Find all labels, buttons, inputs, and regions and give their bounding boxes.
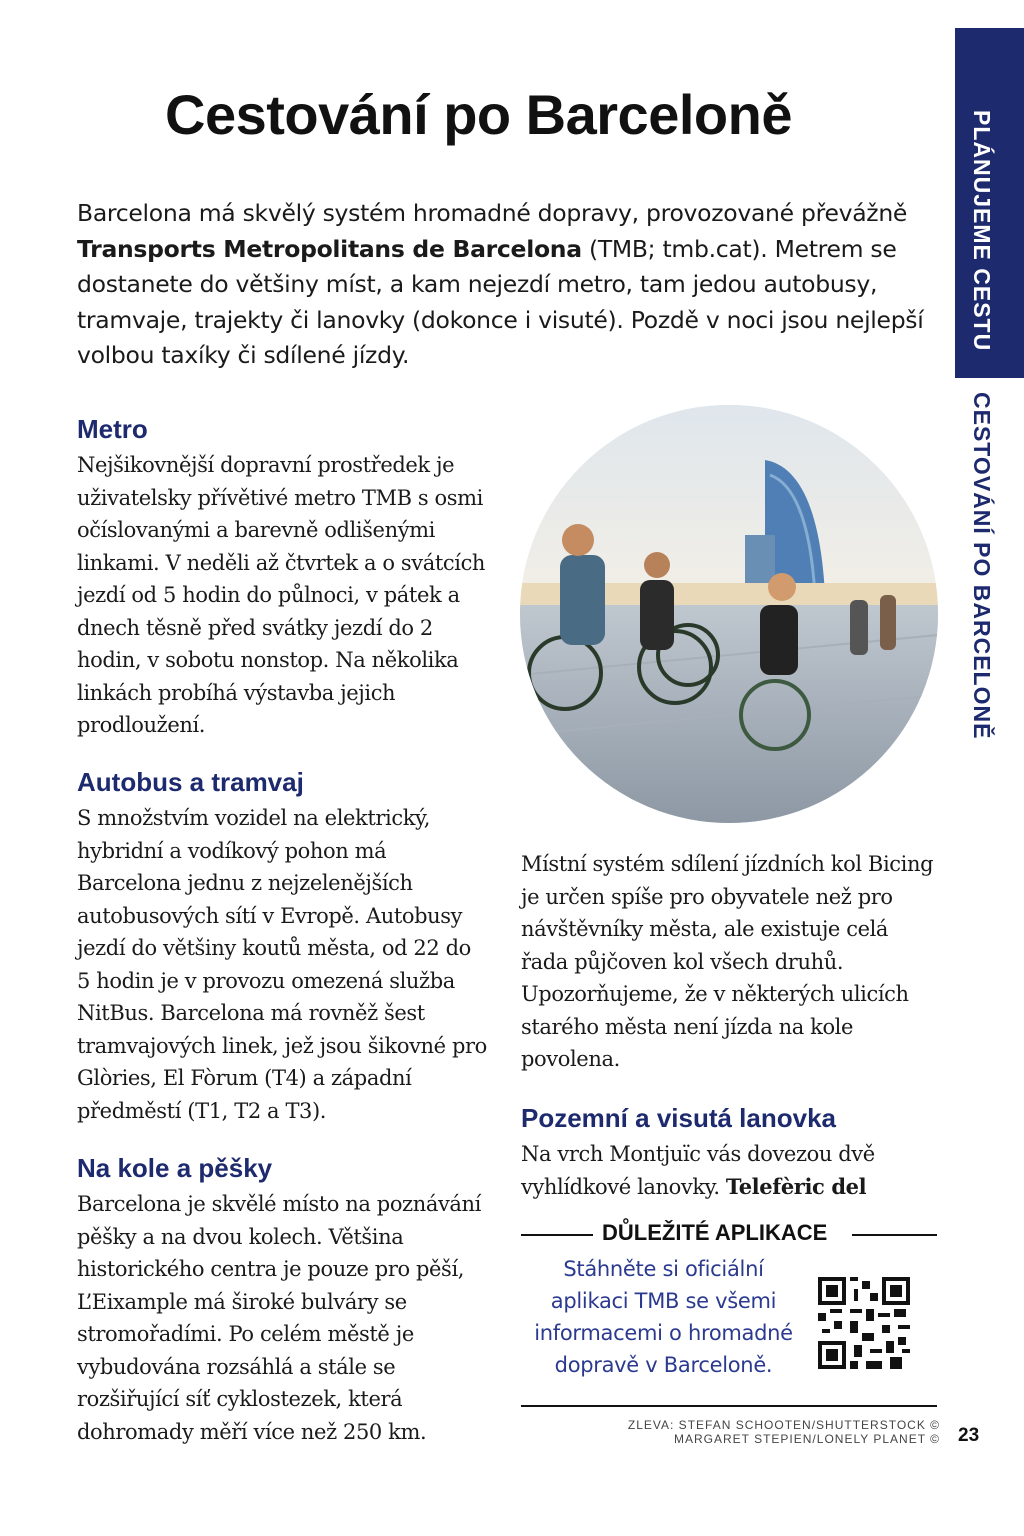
intro-paragraph (77, 196, 937, 374)
bike-heading: Na kole a pěšky (77, 1153, 273, 1183)
cable-car-text (521, 1138, 941, 1203)
cable-car-text-plain: Na vrch Montjuïc vás dovezou dvě vyhlídkové lanovky. (521, 1142, 875, 1199)
intro-text-1: Barcelona má skvělý systém hromadné dopravy, provozované převážně (77, 199, 908, 227)
bus-text: S množstvím vozidel na elektrický, hybridní a vodíkový pohon má Barcelona jednu z nejzelenějších autobusových sítí v Evropě. Autobusy jezdí do většiny koutů města, od 22 do 5 hodin je v provozu omezená služba NitBus. Barcelona má rovněž šest tramvajových linek, jež jsou šikovné pro Glòries, El Fòrum (T4) a západní předměstí (T1, T2 a T3). (77, 806, 487, 1123)
intro-text-2: (TMB; tmb.cat). Metrem se dostanete do většiny míst, a kam nejezdí metro, tam jedou autobusy, tramvaje, trajekty či lanovky (dokonce i visuté). Pozdě v noci jsou nejlepší volbou taxíky či sdílené jízdy. (77, 234, 924, 369)
beach-promenade-image (520, 405, 938, 823)
page-number: 23 (958, 1425, 980, 1446)
qr-code-icon (818, 1277, 910, 1369)
credit-line-2: MARGARET STEPIEN/LONELY PLANET © (673, 1432, 940, 1446)
bike-text-continued: Místní systém sdílení jízdních kol Bicing je určen spíše pro obyvatele než pro návštěvníky města, ale existuje celá řada půjčoven kol všech druhů. Upozorňujeme, že v některých ulicích starého města není jízda na kole povolena. (521, 852, 934, 1071)
credit-line-1: ZLEVA: STEFAN SCHOOTEN/SHUTTERSTOCK © (627, 1418, 940, 1432)
section-label: PLÁNUJEME CESTU (969, 110, 995, 352)
cable-car-heading: Pozemní a visutá lanovka (521, 1103, 837, 1133)
metro-text: Nejšikovnější dopravní prostředek je uživatelsky přívětivé metro TMB s osmi očíslovanými a barevně odlišenými linkami. V neděli až čtvrtek a o svátcích jezdí od 5 hodin do půlnoci, v pátek a dnech těsně před svátky jezdí do 2 hodin, v sobotu nonstop. Na několika linkách probíhá výstavba jejich prodloužení. (77, 453, 486, 737)
metro-heading: Metro (77, 414, 148, 444)
photo-credits (560, 1418, 940, 1446)
footer-rule (521, 1405, 937, 1407)
cable-car-text-bold: Telefèric del (725, 1173, 867, 1199)
page-title: Cestování po Barceloně (165, 83, 792, 146)
bus-heading: Autobus a tramvaj (77, 767, 304, 797)
apps-text: Stáhněte si oficiální aplikaci TMB se všemi informacemi o hromadné dopravě v Barceloně. (534, 1257, 793, 1377)
apps-rule-right (852, 1234, 937, 1236)
apps-heading: DŮLEŽITÉ APLIKACE (602, 1220, 828, 1245)
bike-text: Barcelona je skvělé místo na poznávání pěšky a na dvou kolech. Většina historického centra je pouze pro pěší, L’Eixample má široké bulváry se stromořadími. Po celém městě je vybudována rozsáhlá a stále se rozšiřující síť cyklostezek, která dohromady měří více než 250 km. (77, 1192, 481, 1444)
apps-rule-left (521, 1234, 593, 1236)
intro-bold-operator: Transports Metropolitans de Barcelona (77, 234, 582, 263)
chapter-label: CESTOVÁNÍ PO BARCELONĚ (969, 392, 995, 740)
cyclists-photo (520, 405, 938, 823)
